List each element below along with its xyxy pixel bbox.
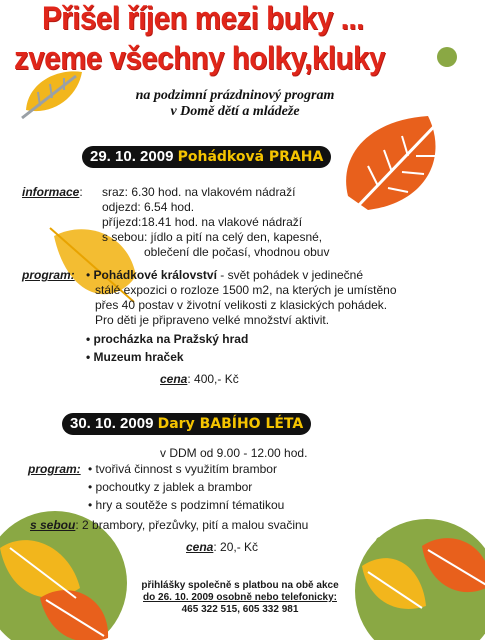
subtitle-line1: na podzimní prázdninový program [135, 88, 335, 103]
event1-info-line: oblečení dle počasí, vhodnou obuv [144, 245, 330, 259]
title-line2: zveme všechny holky,kluky [14, 40, 385, 76]
registration-line1: přihlášky společně s platbou na obě akce [141, 580, 339, 591]
event1-program-desc: přes 40 postav v životní velikosti z klasických pohádek. [95, 298, 388, 312]
title-line1: Přišel říjen mezi buky ... [42, 0, 364, 36]
event1-program-item: • Pohádkové království - svět pohádek v jedinečné [86, 268, 364, 282]
registration-line2: do 26. 10. 2009 osobně nebo telefonicky: [143, 592, 337, 603]
event2-program-item: • hry a soutěže s podzimní tématikou [88, 498, 285, 512]
event1-date: 29. 10. 2009 [90, 148, 174, 165]
decor-right-orange-leaf-icon [328, 106, 458, 226]
event2-price: cena: 20,- Kč [186, 540, 259, 554]
registration-info [110, 580, 370, 616]
event2-name: Dary BABÍHO LÉTA [157, 416, 304, 432]
subtitle-line2: v Domě dětí a mládeže [170, 104, 300, 119]
event1-info-line: příjezd:18.41 hod. na vlakové nádraží [102, 215, 303, 229]
subtitle [100, 88, 370, 120]
event1-banner [82, 146, 331, 168]
event2-program-label: program: [28, 462, 81, 476]
event1-program-item: • Muzeum hraček [86, 350, 184, 364]
event2-program-item: • tvořivá činnost s využitím brambor [88, 462, 277, 476]
event2-program-item: • pochoutky z jablek a brambor [88, 480, 253, 494]
event1-name: Pohádková PRAHA [177, 149, 324, 165]
registration-phones: 465 322 515, 605 332 981 [181, 604, 299, 615]
event1-info-line: s sebou: jídlo a pití na celý den, kapesné, [102, 230, 323, 244]
decor-top-right-dot-icon [436, 46, 458, 68]
event1-price: cena: 400,- Kč [160, 372, 239, 386]
event1-program-label: program: [22, 268, 75, 282]
event1-program-item: • procházka na Pražský hrad [86, 332, 249, 346]
event1-info-line: sraz: 6.30 hod. na vlakovém nádraží [102, 185, 296, 199]
event2-date: 30. 10. 2009 [70, 415, 154, 432]
event1-program-desc: Pro děti je připraveno velké množství aktivit. [95, 313, 330, 327]
event1-info-label: informace: [22, 185, 83, 199]
event2-time: v DDM od 9.00 - 12.00 hod. [160, 446, 308, 460]
event2-banner [62, 413, 311, 435]
event2-bring: s sebou: 2 brambory, přezůvky, pití a malou svačinu [30, 518, 309, 532]
event1-info-line: odjezd: 6.54 hod. [102, 200, 195, 214]
event1-program-desc: stálé expozici o rozloze 1500 m2, na kterých je umístěno [95, 283, 397, 297]
